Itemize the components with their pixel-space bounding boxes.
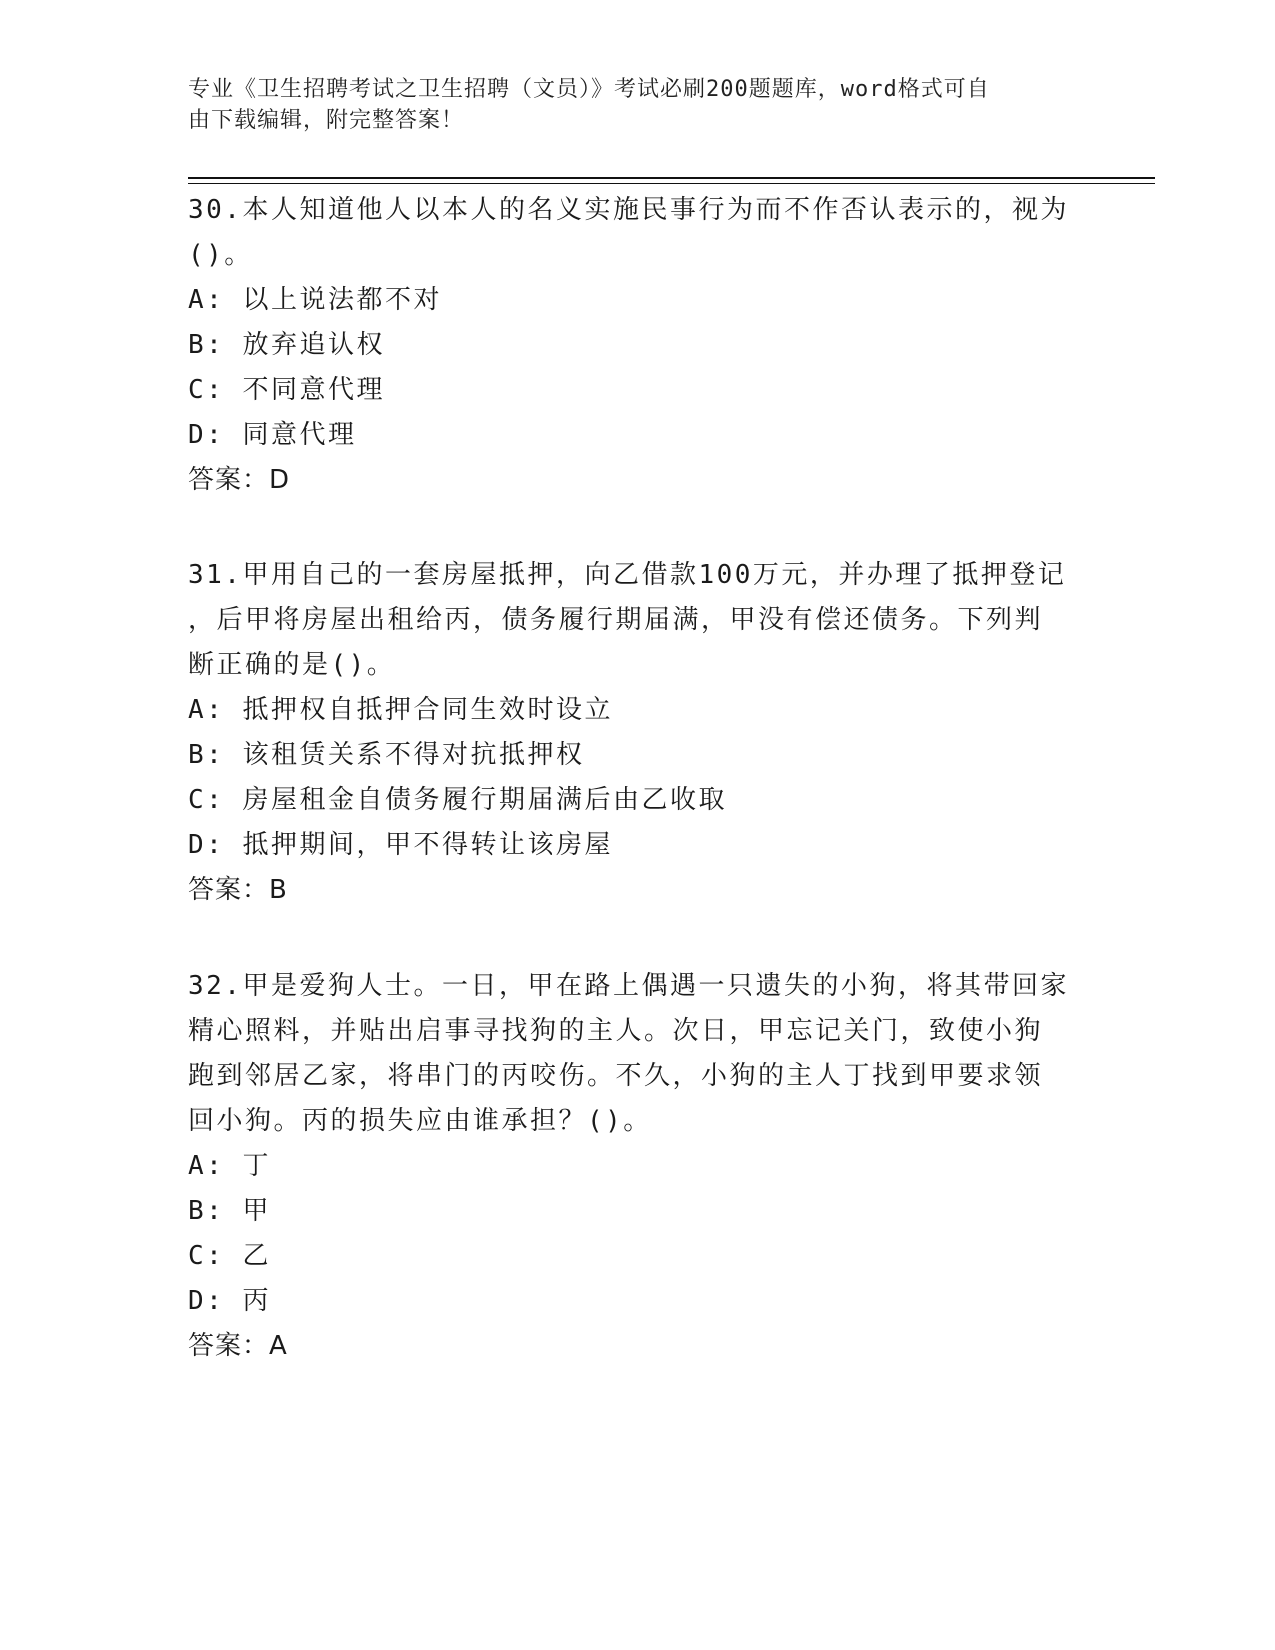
question-31 (188, 553, 1078, 913)
option-c: C: 房屋租金自债务履行期届满后由乙收取 (188, 785, 727, 815)
question-stem-line: 30.本人知道他人以本人的名义实施民事行为而不作否认表示的，视为 (188, 195, 1069, 225)
option-a: A: 抵押权自抵押合同生效时设立 (188, 695, 613, 725)
header-line-2: 由下载编辑，附完整答案！ (188, 108, 465, 133)
option-c: C: 不同意代理 (188, 375, 385, 405)
answer-line: 答案：A (188, 1331, 288, 1361)
option-d: D: 同意代理 (188, 420, 357, 450)
option-a: A: 以上说法都不对 (188, 285, 442, 315)
option-d: D: 抵押期间，甲不得转让该房屋 (188, 830, 613, 860)
question-stem-line: 32.甲是爱狗人士。一日，甲在路上偶遇一只遗失的小狗，将其带回家 (188, 971, 1069, 1001)
question-stem-line: 回小狗。丙的损失应由谁承担？()。 (188, 1106, 652, 1136)
document-header (188, 74, 1068, 136)
option-c: C: 乙 (188, 1241, 271, 1271)
answer-line: 答案：D (188, 465, 291, 495)
question-stem-line: 跑到邻居乙家，将串门的丙咬伤。不久，小狗的主人丁找到甲要求领 (188, 1061, 1044, 1091)
question-stem-line: 精心照料，并贴出启事寻找狗的主人。次日，甲忘记关门，致使小狗 (188, 1016, 1044, 1046)
question-stem-line: 31.甲用自己的一套房屋抵押，向乙借款100万元，并办理了抵押登记 (188, 560, 1067, 590)
question-stem-line: ()。 (188, 240, 253, 270)
header-line-1: 专业《卫生招聘考试之卫生招聘（文员）》考试必刷200题题库，word格式可自 (188, 77, 990, 102)
option-b: B: 甲 (188, 1196, 271, 1226)
answer-line: 答案：B (188, 875, 288, 905)
header-divider-thick (188, 177, 1155, 179)
option-d: D: 丙 (188, 1286, 271, 1316)
question-stem-line: 断正确的是()。 (188, 650, 396, 680)
question-stem-line: ，后甲将房屋出租给丙，债务履行期届满，甲没有偿还债务。下列判 (188, 605, 1044, 635)
option-b: B: 放弃追认权 (188, 330, 385, 360)
question-32 (188, 964, 1078, 1369)
option-a: A: 丁 (188, 1151, 271, 1181)
option-b: B: 该租赁关系不得对抗抵押权 (188, 740, 585, 770)
question-30 (188, 188, 1078, 503)
header-divider-thin (188, 183, 1155, 184)
